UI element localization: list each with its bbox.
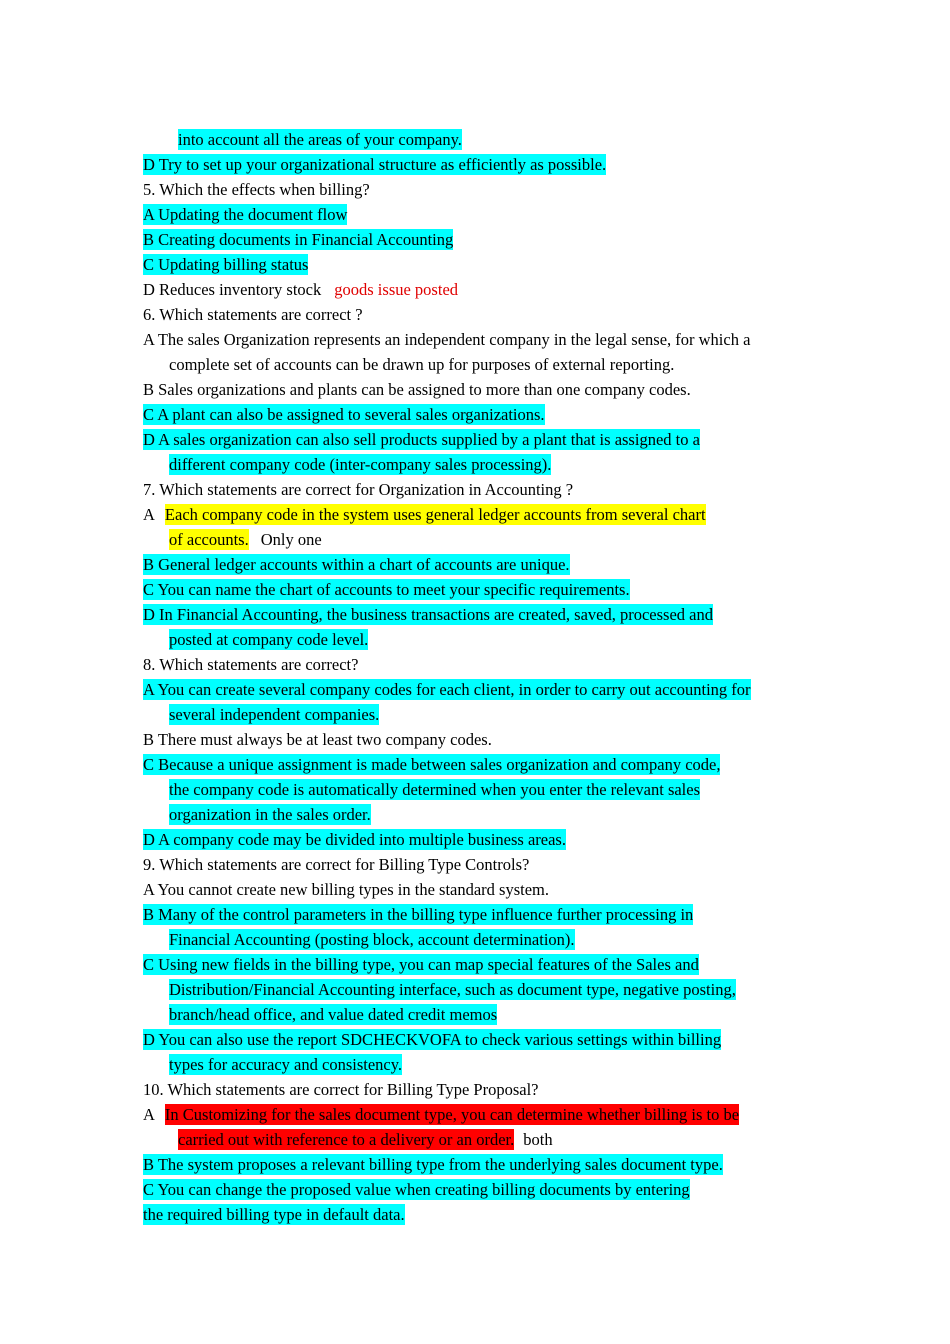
text-line: Distribution/Financial Accounting interface, such as document type, negative posting,: [169, 979, 736, 999]
question-heading: 9. Which statements are correct for Billing Type Controls?: [143, 854, 530, 874]
answer-option: A In Customizing for the sales document type, you can determine whether billing is to be: [143, 1104, 740, 1124]
text-line: posted at company code level.: [169, 629, 369, 649]
answer-option: B General ledger accounts within a chart of accounts are unique.: [143, 554, 570, 574]
text-line: of accounts. Only one: [169, 529, 322, 549]
question-heading: 8. Which statements are correct?: [143, 654, 359, 674]
answer-option: C Using new fields in the billing type, you can map special features of the Sales and: [143, 954, 699, 974]
text-line: Financial Accounting (posting block, account determination).: [169, 929, 575, 949]
answer-option: D You can also use the report SDCHECKVOFA to check various settings within billing: [143, 1029, 722, 1049]
answer-option: A Each company code in the system uses general ledger accounts from several chart: [143, 504, 706, 524]
red-note: goods issue posted: [334, 279, 459, 299]
answer-option: A You can create several company codes for each client, in order to carry out accounting for: [143, 679, 751, 699]
highlighted-text: In Customizing for the sales document type, you can determine whether billing is to be: [164, 1104, 740, 1124]
answer-option: D A company code may be divided into multiple business areas.: [143, 829, 566, 849]
margin-note: both: [523, 1129, 553, 1149]
question-heading: 5. Which the effects when billing?: [143, 179, 370, 199]
answer-option: B There must always be at least two company codes.: [143, 729, 492, 749]
text-line: branch/head office, and value dated credit memos: [169, 1004, 498, 1024]
question-heading: 7. Which statements are correct for Organization in Accounting ?: [143, 479, 574, 499]
answer-option: B Creating documents in Financial Accounting: [143, 229, 454, 249]
text-line: the company code is automatically determined when you enter the relevant sales: [169, 779, 701, 799]
question-heading: 10. Which statements are correct for Billing Type Proposal?: [143, 1079, 539, 1099]
text-line: the required billing type in default data.: [143, 1204, 405, 1224]
answer-option: D Try to set up your organizational structure as efficiently as possible.: [143, 154, 607, 174]
answer-option: A The sales Organization represents an independent company in the legal sense, for which a: [143, 329, 751, 349]
question-heading: 6. Which statements are correct ?: [143, 304, 363, 324]
text-line: organization in the sales order.: [169, 804, 371, 824]
margin-note: Only one: [260, 529, 322, 549]
highlighted-text: Each company code in the system uses general ledger accounts from several chart: [164, 504, 706, 524]
text-line: into account all the areas of your company.: [178, 129, 462, 149]
text-line: types for accuracy and consistency.: [169, 1054, 403, 1074]
answer-option: B The system proposes a relevant billing type from the underlying sales document type.: [143, 1154, 723, 1174]
text-line: different company code (inter-company sales processing).: [169, 454, 552, 474]
text-line: complete set of accounts can be drawn up for purposes of external reporting.: [169, 354, 675, 374]
answer-option: C You can change the proposed value when creating billing documents by entering: [143, 1179, 690, 1199]
answer-option: C You can name the chart of accounts to meet your specific requirements.: [143, 579, 630, 599]
answer-option: B Sales organizations and plants can be assigned to more than one company codes.: [143, 379, 691, 399]
answer-option: A You cannot create new billing types in the standard system.: [143, 879, 550, 899]
answer-option: C Because a unique assignment is made between sales organization and company code,: [143, 754, 721, 774]
answer-option: D A sales organization can also sell products supplied by a plant that is assigned to a: [143, 429, 700, 449]
answer-option: D In Financial Accounting, the business transactions are created, saved, processed and: [143, 604, 713, 624]
text-line: several independent companies.: [169, 704, 380, 724]
answer-option: C Updating billing status: [143, 254, 309, 274]
answer-option: A Updating the document flow: [143, 204, 348, 224]
text-line: carried out with reference to a delivery or an order. both: [178, 1129, 553, 1149]
answer-option: C A plant can also be assigned to several sales organizations.: [143, 404, 545, 424]
answer-option: B Many of the control parameters in the billing type influence further processing in: [143, 904, 694, 924]
answer-option: D Reduces inventory stock goods issue posted: [143, 279, 459, 299]
